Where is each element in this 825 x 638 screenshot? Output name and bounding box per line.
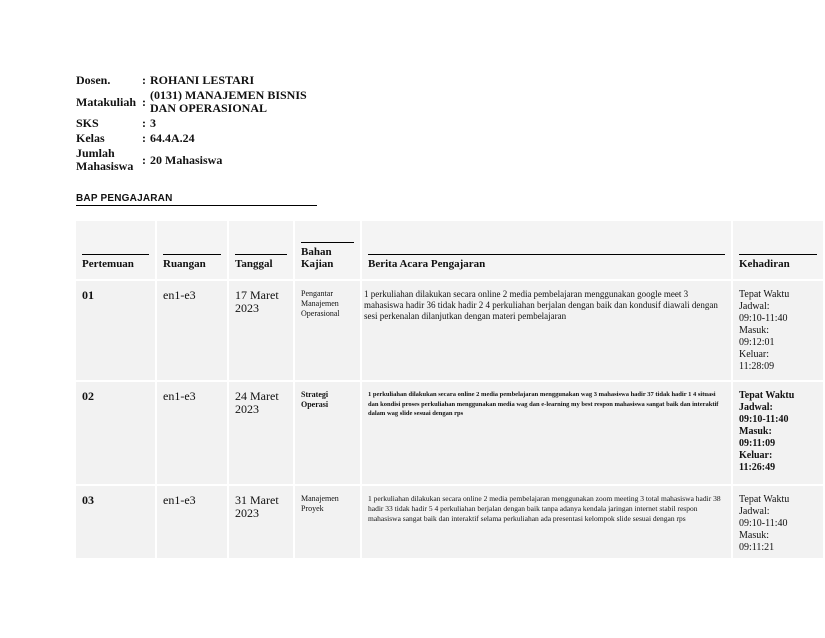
cell-kehadiran [733,486,823,558]
separator: : [142,152,146,167]
cell-tanggal: 31 Maret 2023 [229,486,293,558]
kelas-label: Kelas [76,131,105,145]
info-row-matakuliah [76,89,326,115]
cell-ruangan: en1-e3 [157,486,227,558]
sks-value: 3 [150,116,156,130]
header-label: Tanggal [235,254,287,270]
cell-bahan-kajian: Pengantar Manajemen Operasional [295,281,360,380]
cell-ruangan: en1-e3 [157,281,227,380]
matakuliah-label: Matakuliah [76,94,137,109]
separator: : [142,73,146,87]
kehadiran-jadwal-label: Jadwal: [739,402,773,413]
header-label: Pertemuan [82,254,149,270]
info-row-dosen [76,74,326,87]
header-ruangan [157,221,227,279]
kehadiran-jadwal-label: Jadwal: [739,301,770,312]
kehadiran-masuk-label: Masuk: [739,426,772,437]
bap-table [76,221,825,558]
cell-pertemuan: 03 [76,486,155,558]
info-row-kelas [76,132,326,145]
matakuliah-value: (0131) MANAJEMEN BISNIS DAN OPERASIONAL [150,88,307,115]
header-label: Bahan Kajian [301,242,354,270]
kehadiran-jadwal-value: 09:10-11:40 [739,414,789,425]
section-title: BAP PENGAJARAN [76,193,317,206]
kehadiran-masuk-value: 09:11:21 [739,542,775,553]
kehadiran-masuk-label: Masuk: [739,530,769,541]
kehadiran-keluar-label: Keluar: [739,450,773,461]
cell-tanggal: 17 Maret 2023 [229,281,293,380]
kehadiran-masuk-label: Masuk: [739,325,769,336]
header-label: Kehadiran [739,254,817,270]
cell-berita-acara: 1 perkuliahan dilakukan secara online 2 media pembelajaran menggunakan wag 3 mahasiswa hadir 37 tidak hadir 1 4 situasi dan kondisi proses perkuliahan menggunakan media wag dan e-learning my best respon mahasiswa sangat baik dan interaktif dalam wag slide sesuai dengan rps [362,382,731,484]
cell-pertemuan: 01 [76,281,155,380]
info-row-jumlah [76,147,326,173]
header-kehadiran [733,221,823,279]
lecturer-info [76,74,326,175]
kehadiran-status: Tepat Waktu [739,494,790,505]
separator: : [142,94,146,109]
sks-label: SKS [76,116,99,130]
kehadiran-status: Tepat Waktu [739,289,790,300]
kelas-value: 64.4A.24 [150,131,195,145]
header-label: Ruangan [163,254,221,270]
header-tanggal [229,221,293,279]
info-row-sks [76,117,326,130]
cell-kehadiran [733,281,823,380]
header-bahan-kajian [295,221,360,279]
kehadiran-keluar-value: 11:28:09 [739,361,775,372]
cell-ruangan: en1-e3 [157,382,227,484]
separator: : [142,116,146,130]
jumlah-label: Jumlah Mahasiswa [76,146,134,173]
kehadiran-keluar-value: 11:26:49 [739,462,776,473]
kehadiran-jadwal-value: 09:10-11:40 [739,518,788,529]
cell-berita-acara: 1 perkuliahan dilakukan secara online 2 media pembelajaran menggunakan zoom meeting 3 total mahasiswa hadir 38 hadir 33 tidak hadir 5 4 perkuliahan berjalan dengan baik tanpa adanya kendala jaringan internet stabil respon mahasiswa sangat baik dan interaktif selama perkuliahan ada presentasi kelompok slide sesuai dengan rps [362,486,731,558]
header-label: Berita Acara Pengajaran [368,254,725,270]
header-pertemuan [76,221,155,279]
kehadiran-keluar-label: Keluar: [739,349,769,360]
dosen-value: ROHANI LESTARI [150,73,255,87]
dosen-label: Dosen. [76,73,111,87]
jumlah-value: 20 Mahasiswa [150,152,223,167]
cell-kehadiran [733,382,823,484]
kehadiran-status: Tepat Waktu [739,390,795,401]
cell-bahan-kajian: Strategi Operasi [295,382,360,484]
header-berita-acara [362,221,731,279]
separator: : [142,131,146,145]
kehadiran-masuk-value: 09:11:09 [739,438,776,449]
cell-tanggal: 24 Maret 2023 [229,382,293,484]
kehadiran-jadwal-label: Jadwal: [739,506,770,517]
kehadiran-masuk-value: 09:12:01 [739,337,775,348]
kehadiran-jadwal-value: 09:10-11:40 [739,313,788,324]
cell-berita-acara: 1 perkuliahan dilakukan secara online 2 media pembelajaran menggunakan google meet 3 mahasiswa hadir 36 tidak hadir 2 4 perkuliahan berjalan dengan baik dan kondusif diawali dengan sesi perkenalan dilanjutkan dengan materi pembelajaran [362,281,731,380]
cell-pertemuan: 02 [76,382,155,484]
cell-bahan-kajian: Manajemen Proyek [295,486,360,558]
